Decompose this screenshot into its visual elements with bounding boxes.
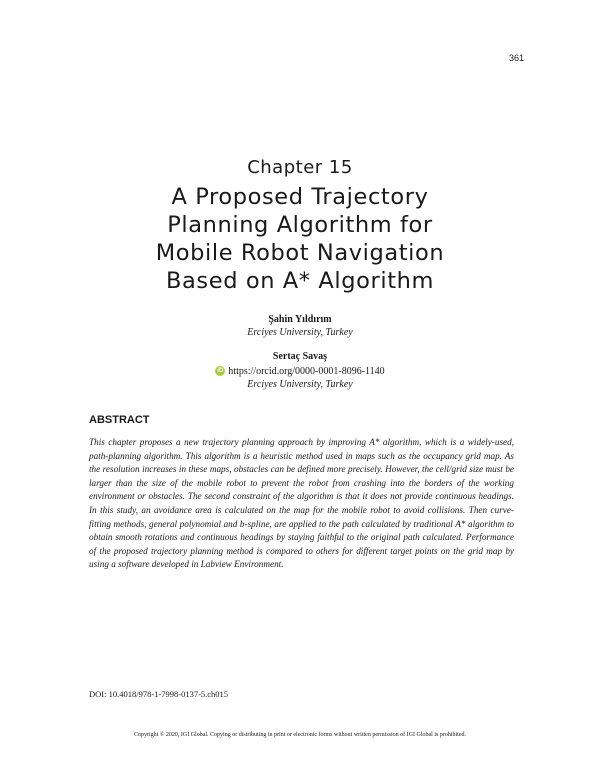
doi-line: DOI: 10.4018/978-1-7998-0137-5.ch015 bbox=[89, 689, 229, 699]
chapter-title bbox=[60, 183, 540, 295]
orcid-url[interactable]: https://orcid.org/0000-0001-8096-1140 bbox=[228, 365, 385, 377]
author-name: Sertaç Savaş bbox=[272, 351, 328, 362]
chapter-title-line: Planning Algorithm for bbox=[167, 212, 433, 238]
orcid-icon: iD bbox=[217, 368, 224, 374]
chapter-title-line: Mobile Robot Navigation bbox=[155, 240, 445, 266]
chapter-title-line: Based on A* Algorithm bbox=[166, 268, 434, 294]
copyright-notice: Copyright © 2020, IGI Global. Copying or distributing in print or electronic forms without written permission of IGI Global is prohibited. bbox=[133, 732, 466, 738]
abstract-heading: ABSTRACT bbox=[89, 414, 150, 426]
author-affiliation: Erciyes University, Turkey bbox=[247, 327, 353, 338]
author-name: Şahin Yıldırım bbox=[268, 314, 332, 325]
abstract-text: This chapter proposes a new trajectory planning approach by improving A* algorithm, which is a widely-used, path-planning algorithm. This algorithm is a heuristic method used in maps such as the occupancy grid map. As the resolution increases in these maps, obstacles can be defined more precisely. However, the cell/grid size must be larger than the size of the mobile robot to prevent the robot from crashing into the borders of the working environment or obstacles. The second constraint of the algorithm is that it does not provide continuous headings. In this study, an avoidance area is calculated on the map for the mobile robot to avoid collisions. Then curve-fitting methods, general polynomial and b-spline, are applied to the path calculated by traditional A* algorithm to obtain smooth rotations and continuous headings by staying faithful to the original path calculated. Performance of the proposed trajectory planning method is compared to others for different target points on the grid map by using a software developed in Labview Environment. bbox=[89, 437, 514, 570]
author-1 bbox=[0, 313, 600, 339]
author-affiliation: Erciyes University, Turkey bbox=[247, 378, 353, 390]
author-2 bbox=[0, 350, 600, 391]
chapter-label: Chapter 15 bbox=[247, 157, 353, 178]
chapter-title-line: A Proposed Trajectory bbox=[171, 184, 429, 210]
orcid-link[interactable] bbox=[215, 365, 384, 378]
page-number: 361 bbox=[508, 53, 524, 63]
